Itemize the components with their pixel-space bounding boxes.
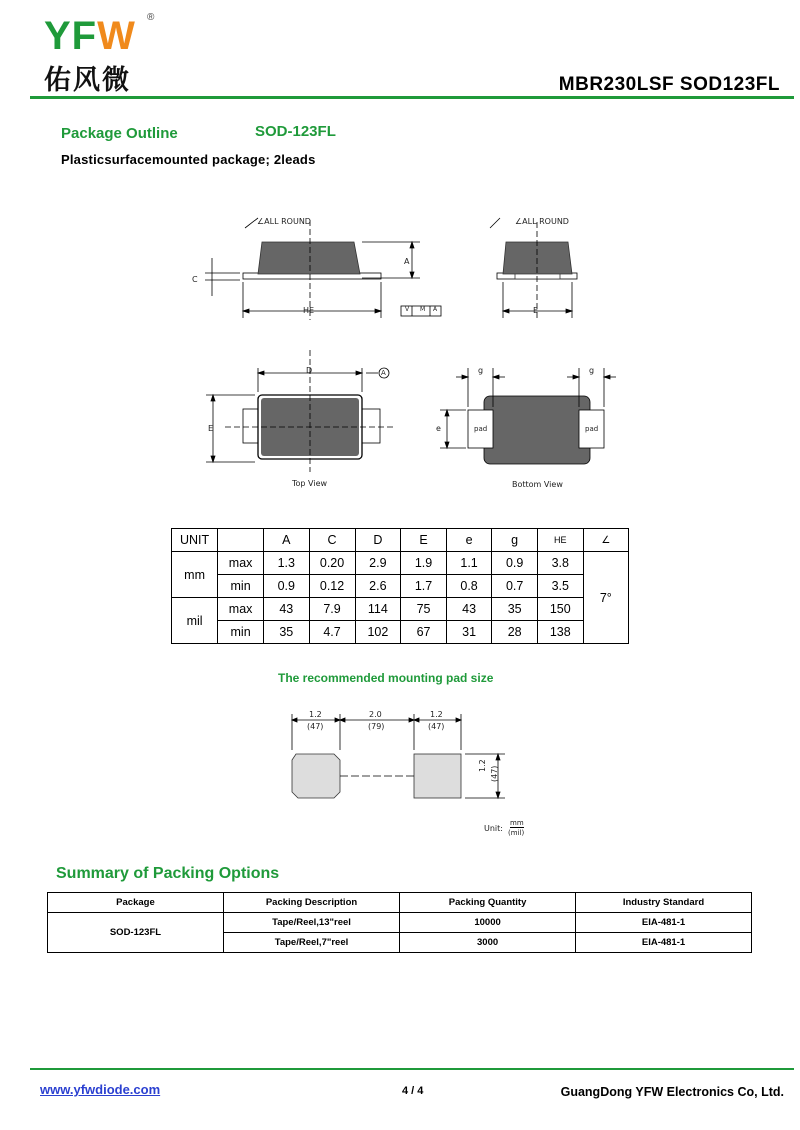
- table-cell: 150: [537, 598, 583, 621]
- pad-dim-h-mil: (47): [490, 765, 499, 782]
- table-cell: 28: [492, 621, 538, 644]
- table-cell: 0.20: [309, 552, 355, 575]
- dim-e-small-label: e: [436, 424, 441, 433]
- table-row: [172, 598, 629, 621]
- pad-label: pad: [585, 425, 599, 433]
- table-cell: EIA-481-1: [576, 913, 752, 933]
- pad-dim-2: 2.0: [369, 710, 382, 719]
- table-cell: 43: [264, 598, 310, 621]
- header-cell: g: [492, 529, 538, 552]
- header-cell: Industry Standard: [576, 893, 752, 913]
- table-cell: 31: [446, 621, 492, 644]
- registered-mark: ®: [147, 12, 155, 23]
- dim-g-label: g: [478, 366, 484, 375]
- package-drawing: [0, 200, 800, 500]
- table-cell: 1.9: [401, 552, 447, 575]
- dim-e-label: E: [533, 306, 539, 315]
- dim-g-label: g: [589, 366, 595, 375]
- table-cell: 67: [401, 621, 447, 644]
- table-cell: 7.9: [309, 598, 355, 621]
- table-cell: 0.7: [492, 575, 538, 598]
- table-row: [172, 621, 629, 644]
- tolerance-v: V: [405, 306, 410, 313]
- table-cell: 1.7: [401, 575, 447, 598]
- limit-cell: max: [218, 598, 264, 621]
- pad-title: The recommended mounting pad size: [278, 671, 494, 685]
- table-cell: 0.12: [309, 575, 355, 598]
- tolerance-m: M: [420, 306, 426, 313]
- packing-table: [47, 892, 752, 953]
- unit-mm: mm: [172, 552, 218, 598]
- table-cell: 3.5: [537, 575, 583, 598]
- all-round-label: ∠ALL ROUND: [515, 217, 569, 226]
- header-rule: [30, 96, 794, 99]
- header-cell: HE: [537, 529, 583, 552]
- table-cell: 4.7: [309, 621, 355, 644]
- table-row: [172, 575, 629, 598]
- angle-cell: 7°: [583, 552, 628, 644]
- header-cell: UNIT: [172, 529, 218, 552]
- datum-a-label: A: [381, 369, 386, 377]
- outline-package: SOD-123FL: [255, 123, 336, 140]
- table-header-row: [172, 529, 629, 552]
- table-cell: 43: [446, 598, 492, 621]
- table-cell: 3000: [400, 933, 576, 953]
- pad-dim-h: 1.2: [478, 759, 487, 772]
- table-cell: Tape/Reel,7"reel: [223, 933, 399, 953]
- table-cell: 138: [537, 621, 583, 644]
- bottom-view-caption: Bottom View: [512, 480, 563, 489]
- table-cell: 35: [492, 598, 538, 621]
- table-cell: 1.3: [264, 552, 310, 575]
- unit-mil: mil: [172, 598, 218, 644]
- header-cell: Packing Quantity: [400, 893, 576, 913]
- tolerance-a: A: [433, 306, 438, 313]
- dim-d-label: D: [306, 366, 313, 375]
- table-cell: 10000: [400, 913, 576, 933]
- header-cell: E: [401, 529, 447, 552]
- company-name: GuangDong YFW Electronics Co, Ltd.: [560, 1085, 784, 1099]
- dim-a-label: A: [404, 257, 410, 266]
- limit-cell: min: [218, 575, 264, 598]
- all-round-label: ∠ALL ROUND: [257, 217, 311, 226]
- document-title: MBR230LSF SOD123FL: [558, 74, 780, 95]
- table-row: [48, 913, 752, 933]
- dim-c-label: C: [192, 275, 198, 284]
- package-cell: SOD-123FL: [48, 913, 224, 953]
- outline-subtitle: Plasticsurfacemounted package; 2leads: [61, 152, 316, 167]
- table-cell: 2.6: [355, 575, 401, 598]
- dim-he-label: HE: [303, 306, 315, 315]
- pad-dim-3-mil: (47): [428, 722, 445, 731]
- unit-top: mm: [510, 819, 524, 827]
- header-cell: e: [446, 529, 492, 552]
- table-cell: 114: [355, 598, 401, 621]
- table-cell: 0.9: [264, 575, 310, 598]
- top-view-caption: Top View: [292, 479, 328, 488]
- header-cell: ∠: [583, 529, 628, 552]
- pad-dim-3: 1.2: [430, 710, 443, 719]
- table-header-row: [48, 893, 752, 913]
- pad-label: pad: [474, 425, 488, 433]
- pad-dim-1-mil: (47): [307, 722, 324, 731]
- table-cell: 0.8: [446, 575, 492, 598]
- table-cell: EIA-481-1: [576, 933, 752, 953]
- table-cell: 0.9: [492, 552, 538, 575]
- table-cell: Tape/Reel,13"reel: [223, 913, 399, 933]
- page-number: 4 / 4: [402, 1085, 424, 1097]
- table-cell: 1.1: [446, 552, 492, 575]
- table-row: [172, 552, 629, 575]
- header-cell: D: [355, 529, 401, 552]
- packing-title: Summary of Packing Options: [56, 865, 280, 882]
- table-cell: 102: [355, 621, 401, 644]
- unit-bottom: (mil): [508, 829, 525, 837]
- table-cell: 3.8: [537, 552, 583, 575]
- website-link[interactable]: www.yfwdiode.com: [40, 1082, 161, 1097]
- table-cell: 2.9: [355, 552, 401, 575]
- header-cell: A: [264, 529, 310, 552]
- limit-cell: min: [218, 621, 264, 644]
- limit-cell: max: [218, 552, 264, 575]
- header-cell: C: [309, 529, 355, 552]
- pad-dim-2-mil: (79): [368, 722, 385, 731]
- logo-wordmark: YFW: [44, 14, 136, 58]
- table-cell: 75: [401, 598, 447, 621]
- dim-e-top-label: E: [208, 424, 214, 433]
- table-cell: 35: [264, 621, 310, 644]
- logo-chinese: 佑风微: [44, 65, 131, 96]
- unit-label: Unit:: [484, 824, 503, 833]
- pad-drawing: [0, 700, 800, 820]
- dimension-table: [171, 528, 629, 644]
- header-cell: Packing Description: [223, 893, 399, 913]
- pad-dim-1: 1.2: [309, 710, 322, 719]
- footer-rule: [30, 1068, 794, 1070]
- outline-title: Package Outline: [61, 125, 178, 142]
- header-cell: Package: [48, 893, 224, 913]
- header-cell: [218, 529, 264, 552]
